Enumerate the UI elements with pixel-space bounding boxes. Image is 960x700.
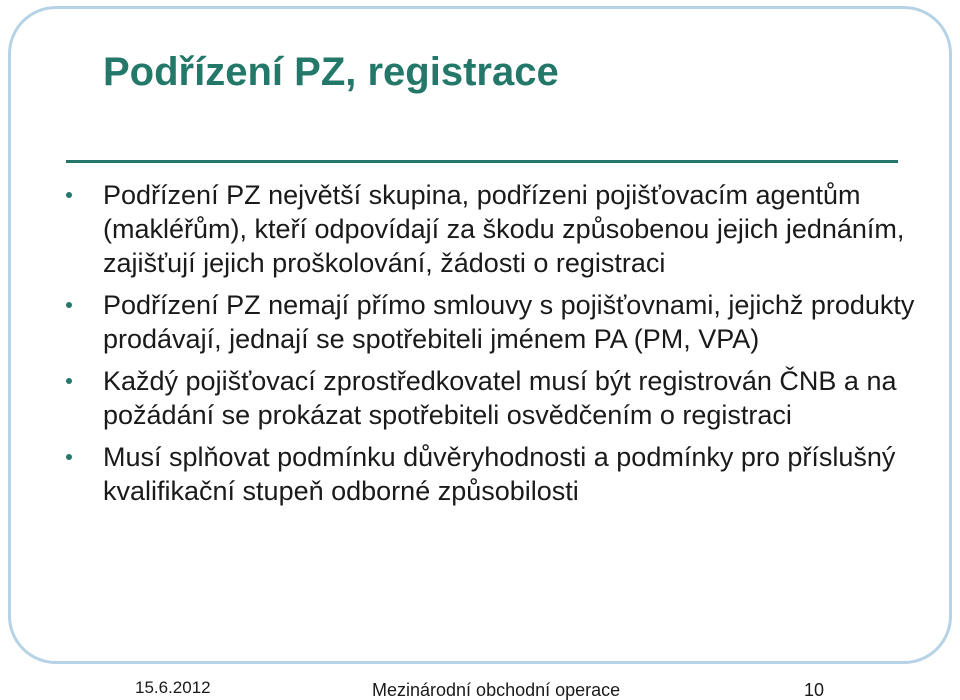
bullet-item — [66, 364, 926, 432]
bullet-text: Každý pojišťovací zprostředkovatel musí být registrován ČNB a na požádání se prokázat spotřebiteli osvědčením o registraci — [103, 366, 897, 430]
bullet-dot-icon — [66, 378, 72, 384]
bullet-dot-icon — [66, 192, 72, 198]
slide-title: Podřízení PZ, registrace — [103, 50, 559, 94]
page-number: 10 — [804, 680, 825, 700]
bullet-text: Podřízení PZ největší skupina, podřízeni pojišťovacím agentům (makléřům), kteří odpovídají za škodu způsobenou jejich jednáním, zajišťují jejich proškolování, žádosti o registraci — [103, 180, 905, 278]
title-underline — [66, 160, 898, 163]
bullet-item — [66, 288, 926, 356]
footer-title: Mezinárodní obchodní operace — [372, 680, 621, 700]
footer-date: 15.6.2012 — [135, 678, 211, 697]
bullet-item — [66, 178, 926, 280]
bullet-dot-icon — [66, 454, 72, 460]
bullet-text: Musí splňovat podmínku důvěryhodnosti a podmínky pro příslušný kvalifikační stupeň odborné způsobilosti — [103, 442, 896, 506]
bullet-item — [66, 440, 926, 508]
bullet-dot-icon — [66, 302, 72, 308]
bullet-text: Podřízení PZ nemají přímo smlouvy s pojišťovnami, jejichž produkty prodávají, jednají se spotřebiteli jménem PA (PM, VPA) — [103, 290, 915, 354]
bullet-list — [66, 178, 926, 516]
